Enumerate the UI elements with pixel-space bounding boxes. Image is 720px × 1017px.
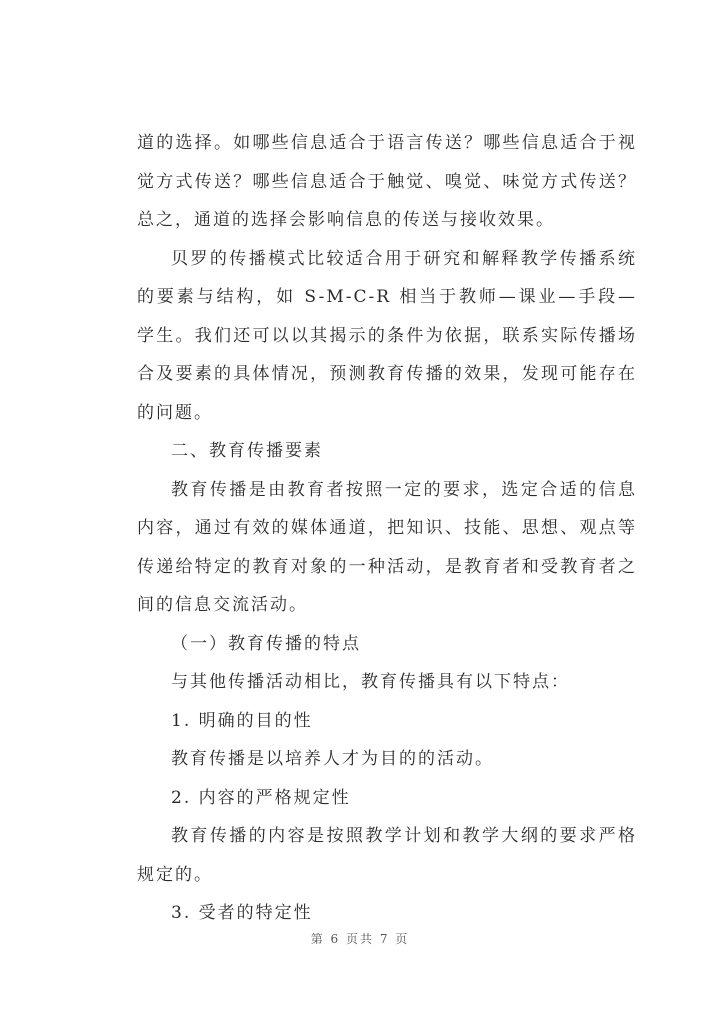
section-heading-elements: 二、教育传播要素 [171,441,323,461]
paragraph-education-definition: 教育传播是由教育者按照一定的要求，选定合适的信息内容，通过有效的媒体通道，把知识、技能、思想、观点等传递给特定的教育对象的一种活动，是教育者和受教育者之间的信息交流活动。 [137,479,637,615]
document-body [137,124,637,933]
subsection-heading-features: （一）教育传播的特点 [171,633,361,654]
paragraph-purpose: 教育传播是以培养人才为目的的活动。 [171,749,494,769]
page-footer: 第 6 页共 7 页 [310,932,410,946]
paragraph-channel-selection: 道的选择。如哪些信息适合于语言传送？哪些信息适合于视觉方式传送？哪些信息适合于触觉、嗅觉、味觉方式传送？总之，通道的选择会影响信息的传送与接收效果。 [137,133,637,230]
paragraph-features-intro: 与其他传播活动相比，教育传播具有以下特点： [171,672,570,692]
paragraph-berlo-model: 贝罗的传播模式比较适合用于研究和解释教学传播系统的要素与结构，如 S-M-C-R 相当于教师—课业—手段—学生。我们还可以以其揭示的条件为依据，联系实际传播场合及要素的具体情况，预测教育传播的效果，发现可能存在的问题。 [137,248,637,423]
list-item-heading-1: 1. 明确的目的性 [171,710,313,731]
list-item-heading-2: 2. 内容的严格规定性 [171,787,351,808]
paragraph-content-rules: 教育传播的内容是按照教学计划和教学大纲的要求严格规定的。 [137,826,637,885]
list-item-heading-3: 3. 受者的特定性 [171,903,313,923]
